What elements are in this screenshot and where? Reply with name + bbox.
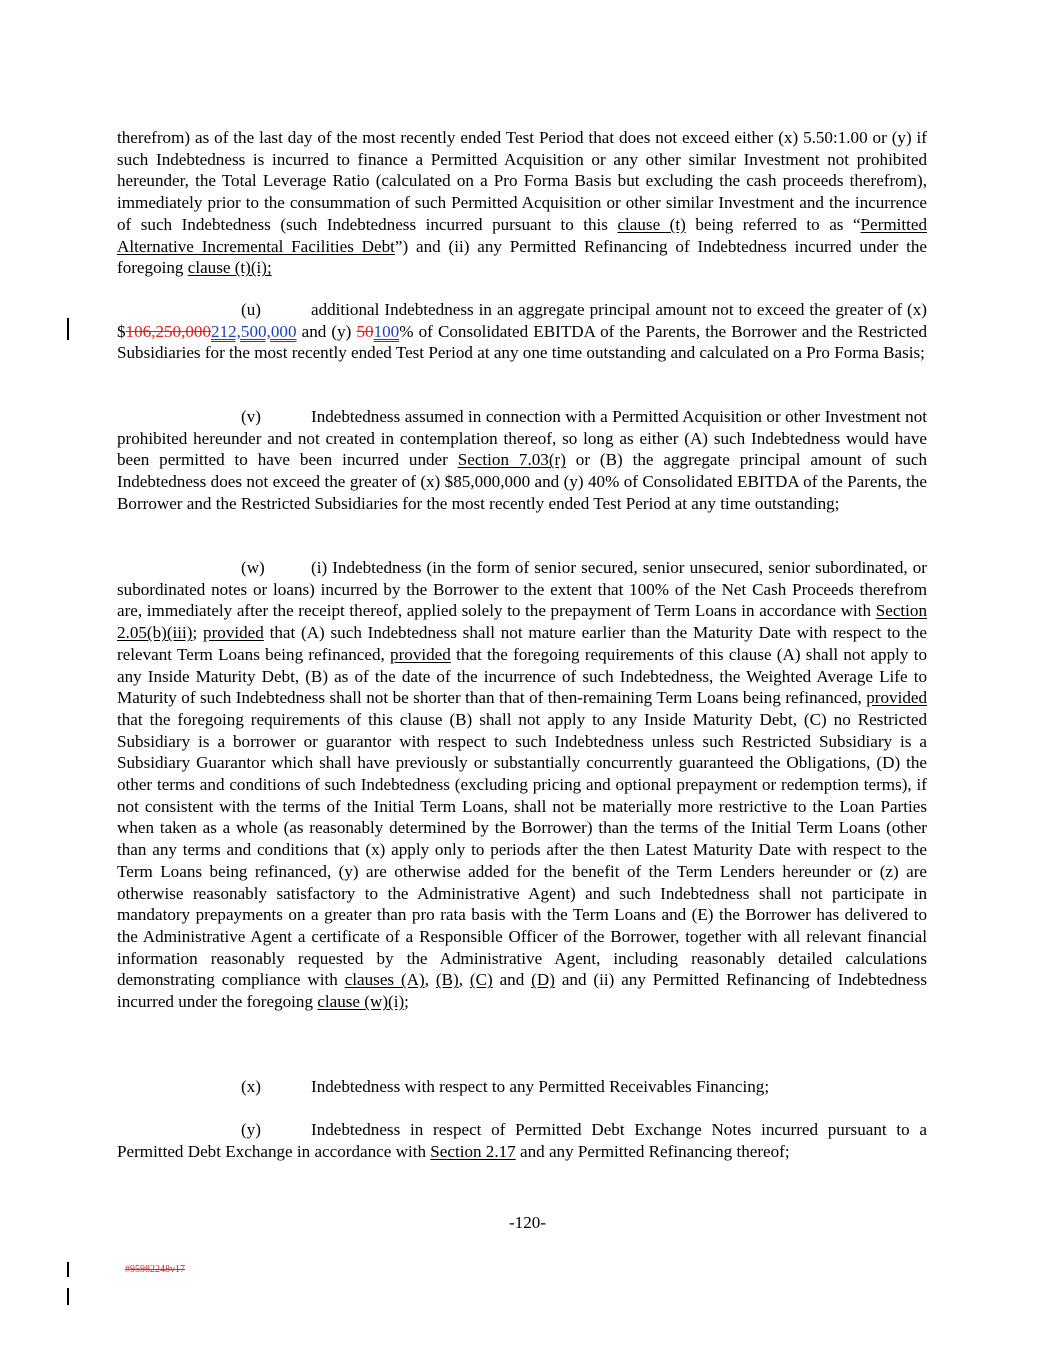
paragraph-w — [117, 557, 927, 1013]
deleted-text: 106,250,000 — [125, 321, 212, 341]
inserted-text: 212,500,000 — [211, 321, 297, 341]
clause-label: (x) — [241, 1077, 261, 1096]
clause-label: (v) — [241, 407, 261, 426]
cross-reference: clause (t) — [617, 214, 686, 234]
provided-term: provided — [390, 644, 451, 664]
text: and any Permitted Refinancing thereof; — [515, 1141, 790, 1161]
cross-reference: Section 2.17 — [430, 1141, 516, 1161]
paragraph-y — [117, 1119, 927, 1162]
clause-label: (w) — [241, 558, 265, 577]
text: ; — [192, 623, 204, 643]
cross-reference: Section 2.05(b)(iii) — [117, 601, 927, 643]
cross-reference: clauses (A) — [344, 970, 425, 990]
text: % of Consolidated EBITDA of the Parents, the Borrower and the Restricted Subsidiaries for the most recently ended Test Period at any one time outstanding and calculated on a Pro Forma Basis; — [117, 321, 927, 363]
deleted-text: 50 — [356, 321, 374, 341]
text: Indebtedness assumed in connection with a Permitted Acquisition or other Investment not prohibited hereunder and not created in contemplation thereof, so long as either (A) such Indebtedness would have been permitted to have been incurred under — [117, 407, 927, 470]
text: , — [458, 970, 470, 990]
paragraph-t-continuation — [117, 127, 927, 279]
text: ; — [404, 992, 409, 1012]
text: that the foregoing requirements of this clause (A) shall not apply to any Inside Maturity Debt, (B) as of the date of the incurrence of such Indebtedness, the Weighted Average Life to Maturity of such Indebtedness shall not be shorter than that of then-remaining Term Loans being refinanced, — [117, 644, 927, 708]
cross-reference: Section 7.03(r) — [457, 450, 566, 470]
text: Indebtedness with respect to any Permitted Receivables Financing; — [311, 1077, 770, 1096]
provided-term: provided — [203, 623, 264, 643]
page-number: -120- — [508, 1213, 547, 1232]
text: ”) and (ii) any Permitted Refinancing of Indebtedness incurred under the foregoing — [117, 236, 927, 278]
text: that (A) such Indebtedness shall not mature earlier than the Maturity Date with respect to the relevant Term Loans being refinanced, — [117, 623, 927, 664]
paragraph-v — [117, 406, 927, 515]
text: , — [424, 970, 436, 990]
text: additional Indebtedness in an aggregate principal amount not to exceed the greater of (x) $ — [117, 300, 927, 341]
text: and (y) — [296, 321, 357, 341]
text: Indebtedness in respect of Permitted Debt Exchange Notes incurred pursuant to a Permitted Debt Exchange in accordance with — [117, 1120, 927, 1161]
text: that the foregoing requirements of this clause (B) shall not apply to any Inside Maturity Debt, (C) no Restricted Subsidiary is a borrower or guarantor with respect to such Indebtedness unless such Restricted Subsidiary is a Subsidiary Guarantor which shall have previously or substantially concurrently guaranteed the Obligations, (D) the other terms and conditions of such Indebtedness (excluding pricing and optional prepayment or redemption terms), if not consistent with the terms of the Initial Term Loans, shall not be materially more restrictive to the Loan Parties when taken as a whole (as reasonably determined by the Borrower) than the terms of the Initial Term Loans (other than any terms and conditions that (x) apply only to periods after the then Latest Maturity Date with respect to the Term Loans being refinanced, (y) are otherwise added for the benefit of the Term Lenders hereunder or (z) are otherwise reasonably satisfactory to the Administrative Agent) and such Indebtedness shall not participate in mandatory prepayments on a greater than pro rata basis with the Term Loans and (E) the Borrower has delivered to the Administrative Agent a certificate of a Responsible Officer of the Borrower, together with all relevant financial information reasonably requested by the Administrative Agent, including reasonably detailed calculations demonstrating compliance with — [117, 709, 927, 990]
clause-label: (u) — [241, 300, 261, 319]
text: or (B) the aggregate principal amount of such Indebtedness does not exceed the greater of (x) $85,000,000 and (y) 40% of Consolidated EBITDA of the Parents, the Borrower and the Restricted Subsidiaries for the most recently ended Test Period at any time outstanding; — [117, 450, 927, 513]
text: and — [492, 970, 532, 990]
provided-term: provided — [866, 688, 927, 708]
change-bar — [67, 318, 69, 340]
paragraph-x — [117, 1076, 927, 1098]
inserted-text: 100 — [373, 321, 400, 341]
cross-reference: clause (t)(i); — [187, 258, 272, 278]
document-id: #95982248v17 — [125, 1264, 185, 1275]
cross-reference: clause (w)(i) — [317, 992, 405, 1012]
clause-label: (y) — [241, 1120, 261, 1139]
cross-reference: (B) — [435, 970, 459, 990]
cross-reference: (C) — [469, 970, 493, 990]
change-bar — [67, 1288, 69, 1305]
text: therefrom) as of the last day of the most recently ended Test Period that does not exceed either (x) 5.50:1.00 or (y) if such Indebtedness is incurred to finance a Permitted Acquisition or any other similar Investment not prohibited hereunder, the Total Leverage Ratio (calculated on a Pro Forma Basis but excluding the cash proceeds therefrom), immediately prior to the consummation of such Permitted Acquisition or other similar Investment and the incurrence of such Indebtedness (such Indebtedness incurred pursuant to this — [117, 128, 927, 234]
text: (i) Indebtedness (in the form of senior secured, senior unsecured, senior subordinated, or subordinated notes or loans) incurred by the Borrower to the extent that 100% of the Net Cash Proceeds therefrom are, immediately after the receipt thereof, applied solely to the prepayment of Term Loans in accordance with — [117, 558, 927, 621]
text: being referred to as “ — [685, 214, 861, 234]
change-bar — [67, 1262, 69, 1277]
text: and (ii) any Permitted Refinancing of Indebtedness incurred under the foregoing — [117, 970, 927, 1012]
cross-reference: (D) — [531, 970, 555, 990]
paragraph-u — [117, 299, 927, 364]
defined-term: Permitted Alternative Incremental Facilities Debt — [117, 214, 927, 256]
